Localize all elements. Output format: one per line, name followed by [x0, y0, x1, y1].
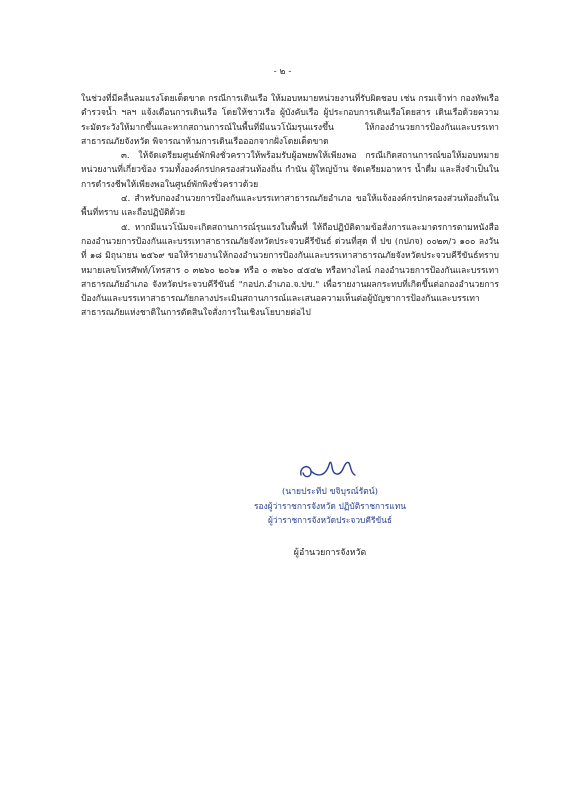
issuer-title: ผู้อำนวยการจังหวัด	[293, 548, 367, 558]
signer-name: (นายประทีป ขจิบุรณ์รัตน์)	[281, 487, 378, 497]
signature-block	[240, 455, 420, 527]
handwritten-signature	[295, 455, 365, 483]
page-number: - ๒ -	[273, 67, 292, 77]
paragraph-1: ในช่วงที่มีคลื่นลมแรงโดยเด็ดขาด กรณีการเดินเรือ ให้มอบหมายหน่วยงานที่รับผิดชอบ เช่น กรมเจ้าท่า กองทัพเรือ ตำรวจน้ำ ฯลฯ แจ้งเตือนการเดินเรือ โดยให้ชาวเรือ ผู้บังคับเรือ ผู้ประกอบการเดินเรือโดยสาร เดินเรือด้วยความระมัดระวังให้มากขึ้นและหากสถานการณ์ในพื้นที่มีแนวโน้มรุนแรงขึ้น ให้กองอำนวยการป้องกันและบรรเทาสาธารณภัยจังหวัด พิจารณาห้ามการเดินเรือออกจากฝั่งโดยเด็ดขาด	[81, 94, 499, 147]
signer-title-line-2: ผู้ว่าราชการจังหวัดประจวบคีรีขันธ์	[267, 515, 393, 525]
paragraph-item-4: ๔. สำหรับกองอำนวยการป้องกันและบรรเทาสาธารณภัยอำเภอ ขอให้แจ้งองค์กรปกครองส่วนท้องถิ่นในพื้นที่ทราบ และถือปฏิบัติด้วย	[81, 194, 499, 219]
document-body	[81, 92, 499, 321]
paragraph-item-5: ๕. หากมีแนวโน้มจะเกิดสถานการณ์รุนแรงในพื้นที่ ให้ถือปฏิบัติตามข้อสั่งการและมาตรการตามหนังสือกองอำนวยการป้องกันและบรรเทาสาธารณภัยจังหวัดประจวบคีรีขันธ์ ด่วนที่สุด ที่ ปข (กปภจ) ๐๐๒๓/ว ๑๐๐ ลงวันที่ ๑๘ มิถุนายน ๒๕๖๙ ขอให้รายงานให้กองอำนวยการป้องกันและบรรเทาสาธารณภัยจังหวัดประจวบคีรีขันธ์ทราบ หมายเลขโทรศัพท์/โทรสาร ๐ ๓๒๖๐ ๒๐๖๑ หรือ ๐ ๓๒๖๐ ๔๕๔๒ หรือทางไลน์ กองอำนวยการป้องกันและบรรเทาสาธารณภัยอำเภอ จังหวัดประจวบคีรีขันธ์ "กอปภ.อำเภอ.จ.ปข." เพื่อรายงานผลกระทบที่เกิดขึ้นต่อกองอำนวยการป้องกันและบรรเทาสาธารณภัยกลางประเมินสถานการณ์และเสนอความเห็นต่อผู้บัญชาการป้องกันและบรรเทาสาธารณภัยแห่งชาติในการตัดสินใจสั่งการในเชิงนโยบายต่อไป	[81, 222, 499, 319]
signer-title-line-1: รองผู้ว่าราชการจังหวัด ปฏิบัติราชการแทน	[254, 501, 406, 511]
paragraph-item-3: ๓. ให้จัดเตรียมศูนย์พักพิงชั่วคราวให้พร้อมรับผู้อพยพให้เพียงพอ กรณีเกิดสถานการณ์ขอให้มอบหมายหน่วยงานที่เกี่ยวข้อง รวมทั้งองค์กรปกครองส่วนท้องถิ่น กำนัน ผู้ใหญ่บ้าน จัดเตรียมอาหาร น้ำดื่ม และสิ่งจำเป็นในการดำรงชีพให้เพียงพอในศูนย์พักพิงชั่วคราวด้วย	[81, 151, 499, 190]
